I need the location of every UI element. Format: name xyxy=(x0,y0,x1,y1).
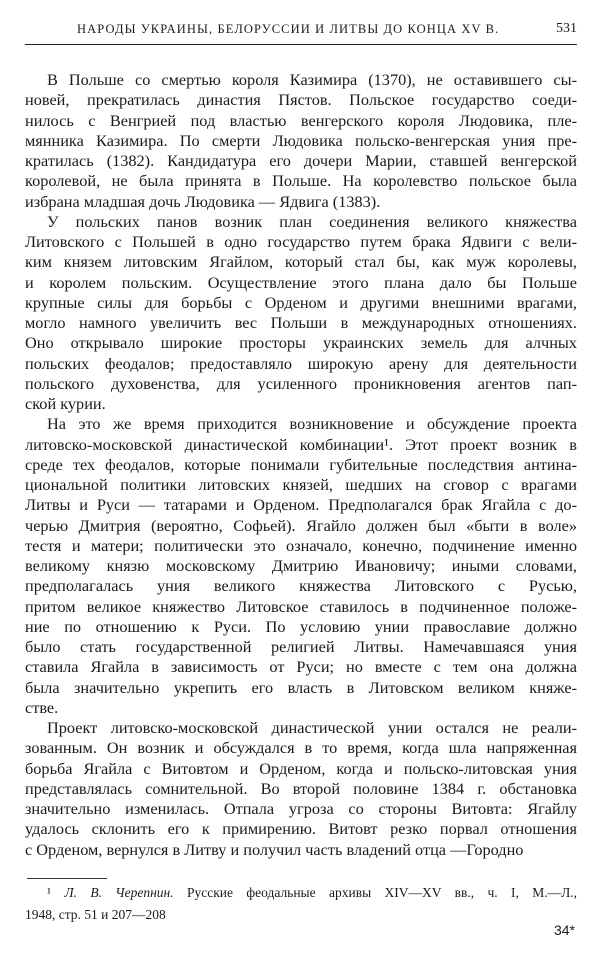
footnote-author: Л. В. Черепнин. xyxy=(64,885,174,900)
running-title: НАРОДЫ УКРАИНЫ, БЕЛОРУССИИ И ЛИТВЫ ДО КОНЦА XV В. xyxy=(77,22,500,36)
footnote-divider xyxy=(27,878,107,879)
text-line: значительно изменилась. Отпала угроза со стороны Витовта: Ягайлу xyxy=(25,799,577,818)
text-line: В Польше со смертью короля Казимира (1370), не оставившего сы- xyxy=(47,70,577,89)
text-line: избрана младшая дочь Людовика — Ядвига (1383). xyxy=(25,191,381,211)
page-number: 531 xyxy=(556,21,577,36)
text-line: борьба Ягайла с Витовтом и Орденом, когда и польско-литовская уния xyxy=(25,758,577,778)
paragraph xyxy=(25,70,577,212)
text-line: ние по отношению к Руси. По условию унии православие должно xyxy=(25,616,577,636)
text-line: королевой, не была принята в Польше. На королевство польское была xyxy=(25,171,577,191)
paragraph xyxy=(25,212,577,415)
text-line: Литвы и Руси — татарами и Орденом. Предполагался брак Ягайла с до- xyxy=(25,495,577,515)
text-line: зованным. Он возник и обсуждался в то время, когда шла напряженная xyxy=(25,738,577,758)
text-line: нилось с Венгрией под властью венгерского короля Людовика, пле- xyxy=(25,110,577,130)
signature-mark: 34* xyxy=(553,922,575,938)
text-line: Литовского с Польшей в одно государство путем брака Ядвиги с вели- xyxy=(25,232,577,251)
text-line: польских феодалов; предоставляло широкую арену для деятельности xyxy=(25,353,577,373)
running-header xyxy=(25,18,577,45)
text-line: с Орденом, вернулся в Литву и получил часть владений отца —Городно xyxy=(25,839,524,859)
text-line: черью Дмитрия (вероятно, Софьей). Ягайло должен был «быти в воле» xyxy=(25,515,577,535)
text-line: ставила Ягайла в зависимость от Руси; но вместе с тем она должна xyxy=(25,657,577,677)
text-line: могло намного увеличить вес Польши в международных отношениях. xyxy=(25,313,577,332)
text-line: новей, прекратилась династия Пястов. Польское государство соеди- xyxy=(25,90,577,110)
paragraph xyxy=(25,414,577,718)
footnote-marker: ¹ xyxy=(47,885,52,900)
text-line: польского духовенства, для усиленного проникновения агентов пап- xyxy=(25,373,577,393)
text-line: было стать государственной религией Литвы. Намечавшаяся уния xyxy=(25,637,577,656)
text-line: тестя и матери; политически это означало, конечно, подчинение именно xyxy=(25,535,577,555)
text-line: притом великое княжество Литовское ставилось в подчиненное положе- xyxy=(25,596,577,616)
footnote-line xyxy=(25,882,577,904)
text-line: циональной политики литовских князей, шедших на сговор с врагами xyxy=(25,475,577,494)
text-line: литовско-московской династической комбинации¹. Этот проект возник в xyxy=(25,434,577,454)
text-line: У польских панов возник план соединения великого княжества xyxy=(47,211,577,231)
text-line: ской курии. xyxy=(25,394,106,413)
text-line: На это же время приходится возникновение и обсуждение проекта xyxy=(47,414,577,434)
text-line: и королем польским. Осуществление этого плана дало бы Польше xyxy=(25,272,577,292)
footnote-line: 1948, стр. 51 и 207—208 xyxy=(25,907,166,922)
text-line: мянника Казимира. По смерти Людовика польско-венгерская уния пре- xyxy=(25,130,577,150)
paragraph xyxy=(25,718,577,860)
footnote-title: Русские феодальные архивы XIV—XV вв., ч. I, М.—Л., xyxy=(186,885,578,900)
text-line: кратилась (1382). Кандидатура его дочери Марии, ставшей венгерской xyxy=(25,151,577,170)
text-line: стве. xyxy=(25,697,59,717)
text-line: среде тех феодалов, которые понимали губительные последствия антина- xyxy=(25,454,577,474)
text-line: предполагалась уния великого княжества Литовского с Русью, xyxy=(25,576,577,596)
text-line: была значительно укрепить его власть в Литовском великом княже- xyxy=(25,677,577,697)
text-line: представлялась сомнительной. Во второй половине 1384 г. обстановка xyxy=(25,778,577,798)
text-line: Проект литовско-московской династической унии остался не реали- xyxy=(47,718,577,737)
text-line: удалось склонить его к примирению. Витовт резко порвал отношения xyxy=(25,819,577,839)
text-line: ким князем литовским Ягайлом, который стал бы, как муж королевы, xyxy=(25,252,577,272)
text-line: крупные силы для борьбы с Орденом и другими внешними врагами, xyxy=(25,292,577,312)
body-text xyxy=(25,70,577,860)
text-line: Оно открывало широкие просторы украинских земель для алчных xyxy=(25,333,577,353)
footnote xyxy=(25,882,577,926)
text-line: великому князю московскому Дмитрию Ивановичу; иными словами, xyxy=(25,556,577,575)
